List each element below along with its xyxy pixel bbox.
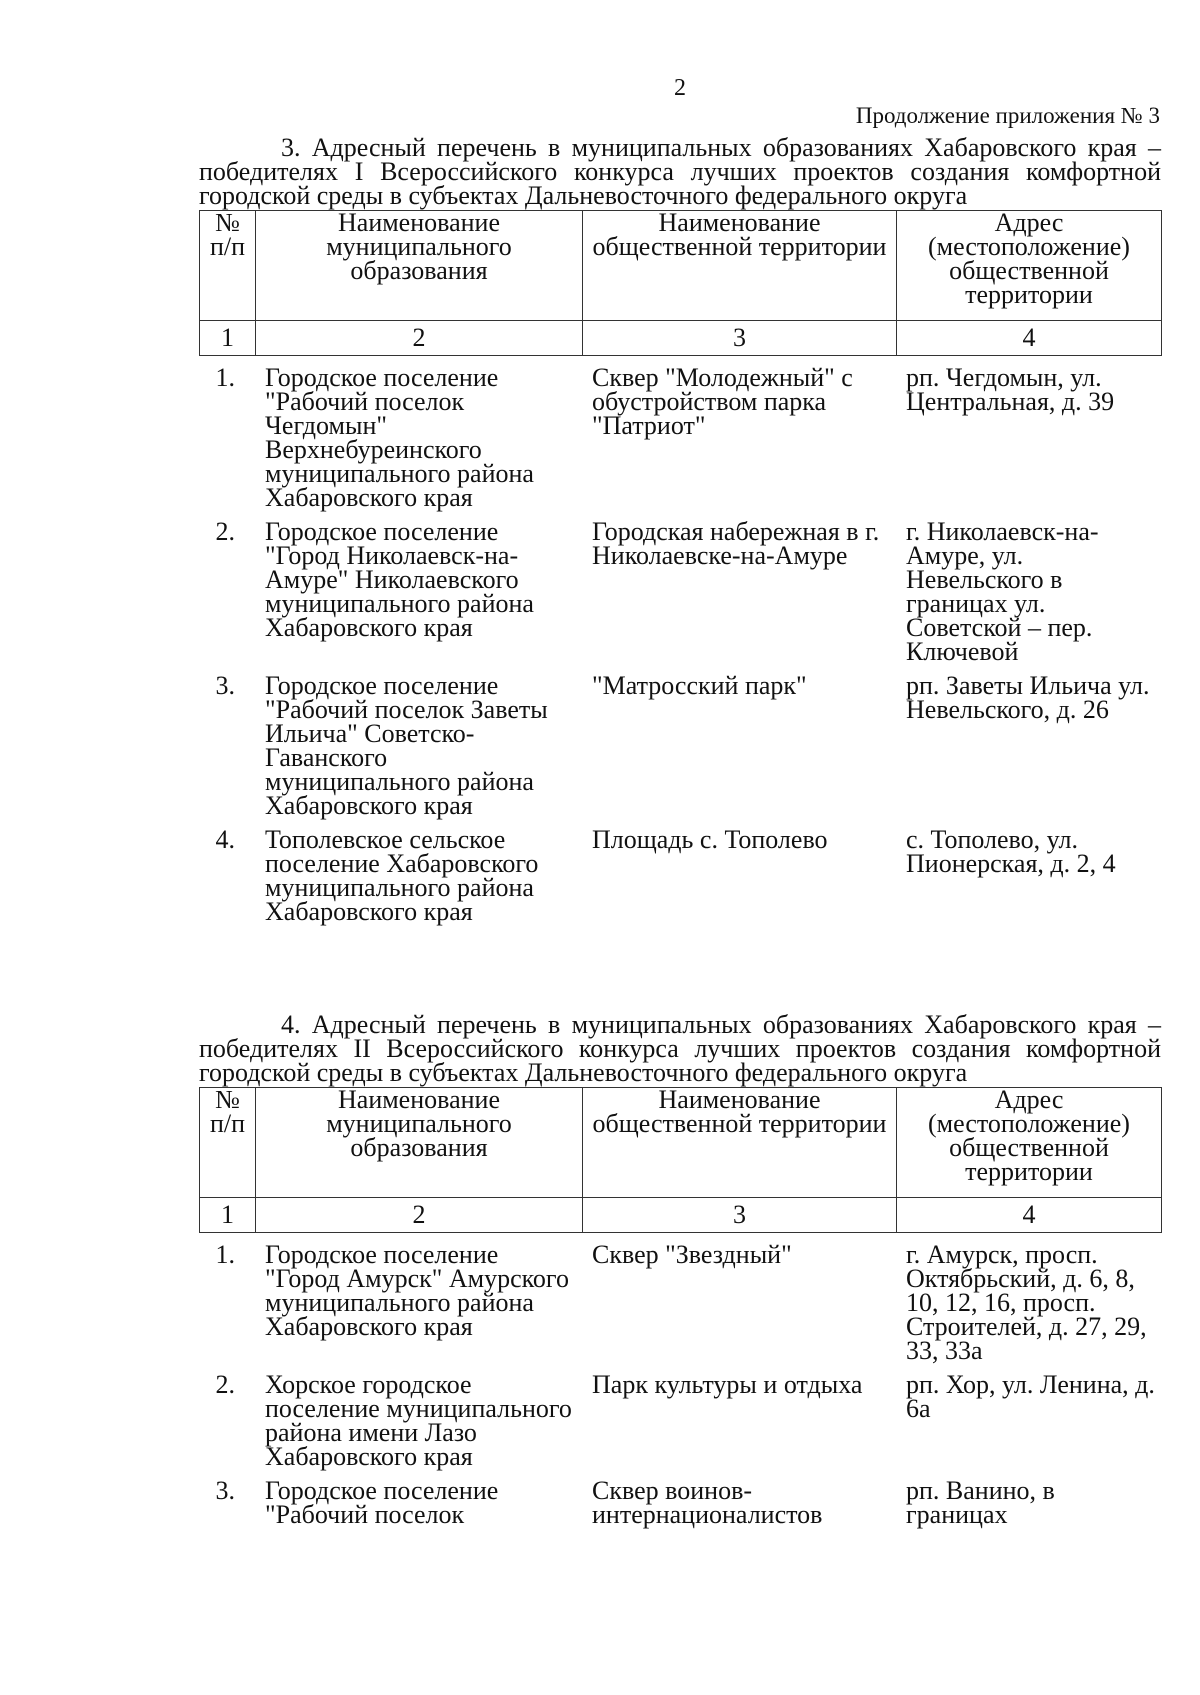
section-3 bbox=[199, 133, 1161, 926]
row-address: рп. Ванино, в границах bbox=[906, 1476, 1055, 1529]
section-4-header-table bbox=[199, 1087, 1162, 1233]
section-3-body-table bbox=[199, 356, 1161, 924]
row-number: 3. bbox=[215, 1476, 235, 1505]
row-address: г. Николаевск-на-Амуре, ул. Невельского в границах ул. Советской – пер. Ключевой bbox=[906, 517, 1099, 666]
column-number: 2 bbox=[256, 1198, 583, 1233]
row-number: 1. bbox=[215, 1240, 235, 1269]
row-address: г. Амурск, просп. Октябрьский, д. 6, 8, 10, 12, 16, просп. Строителей, д. 27, 29, 33, 33а bbox=[906, 1240, 1147, 1365]
section-3-heading bbox=[199, 133, 1161, 210]
row-municipality: Тополевское сельское поселение Хабаровского муниципального района Хабаровского края bbox=[265, 825, 539, 926]
section-4-number: 4. bbox=[281, 1010, 301, 1039]
row-municipality: Городское поселение "Рабочий поселок Заветы Ильича" Советско-Гаванского муниципального района Хабаровского края bbox=[265, 671, 548, 820]
header-no: № п/п bbox=[200, 1088, 256, 1198]
header-address: Адрес (местоположение) общественной территории bbox=[897, 1088, 1162, 1198]
continuation-label: Продолжение приложения № 3 bbox=[855, 103, 1160, 128]
row-territory: Площадь с. Тополево bbox=[592, 825, 828, 854]
row-number: 1. bbox=[215, 363, 235, 392]
section-3-header-table bbox=[199, 210, 1162, 356]
section-4-heading bbox=[199, 1010, 1161, 1087]
table-row bbox=[199, 1469, 1161, 1527]
column-number: 3 bbox=[583, 321, 897, 356]
table-row bbox=[199, 818, 1161, 924]
section-4 bbox=[199, 1010, 1161, 1529]
header-no: № п/п bbox=[200, 211, 256, 321]
column-number: 3 bbox=[583, 1198, 897, 1233]
table-row bbox=[199, 664, 1161, 818]
row-number: 2. bbox=[215, 517, 235, 546]
header-municipality: Наименование муниципального образования bbox=[256, 1088, 583, 1198]
header-territory: Наименование общественной территории bbox=[583, 1088, 897, 1198]
row-address: рп. Чегдомын, ул. Центральная, д. 39 bbox=[906, 363, 1115, 416]
header-address: Адрес (местоположение) общественной территории bbox=[897, 211, 1162, 321]
table-row bbox=[199, 1363, 1161, 1469]
row-territory: Парк культуры и отдыха bbox=[592, 1370, 863, 1399]
column-number: 1 bbox=[200, 321, 256, 356]
row-address: рп. Заветы Ильича ул. Невельского, д. 26 bbox=[906, 671, 1150, 724]
row-municipality: Хорское городское поселение муниципального района имени Лазо Хабаровского края bbox=[265, 1370, 572, 1471]
section-4-title: Адресный перечень в муниципальных образованиях Хабаровского края – победителях II Всероссийского конкурса лучших проектов создания комфортной городской среды в субъектах Дальневосточного федерального округа bbox=[199, 1010, 1161, 1087]
row-number: 2. bbox=[215, 1370, 235, 1399]
row-address: с. Тополево, ул. Пионерская, д. 2, 4 bbox=[906, 825, 1116, 878]
page-number: 2 bbox=[674, 75, 686, 101]
row-territory: Сквер "Звездный" bbox=[592, 1240, 792, 1269]
column-number: 2 bbox=[256, 321, 583, 356]
column-number: 4 bbox=[897, 1198, 1162, 1233]
row-number: 4. bbox=[215, 825, 235, 854]
section-4-body-table bbox=[199, 1233, 1161, 1527]
column-number: 4 bbox=[897, 321, 1162, 356]
table-row bbox=[199, 356, 1161, 510]
row-territory: "Матросский парк" bbox=[592, 671, 807, 700]
header-territory: Наименование общественной территории bbox=[583, 211, 897, 321]
row-municipality: Городское поселение "Город Амурск" Амурского муниципального района Хабаровского края bbox=[265, 1240, 569, 1341]
row-municipality: Городское поселение "Рабочий поселок Чегдомын" Верхнебуреинского муниципального района Хабаровского края bbox=[265, 363, 534, 512]
row-territory: Городская набережная в г. Николаевске-на-Амуре bbox=[592, 517, 880, 570]
row-territory: Сквер воинов-интернационалистов bbox=[592, 1476, 823, 1529]
column-number: 1 bbox=[200, 1198, 256, 1233]
row-address: рп. Хор, ул. Ленина, д. 6а bbox=[906, 1370, 1155, 1423]
table-row bbox=[199, 510, 1161, 664]
row-territory: Сквер "Молодежный" с обустройством парка "Патриот" bbox=[592, 363, 853, 440]
row-municipality: Городское поселение "Рабочий поселок bbox=[265, 1476, 499, 1529]
table-row bbox=[199, 1233, 1161, 1363]
section-3-number: 3. bbox=[281, 133, 301, 162]
section-3-title: Адресный перечень в муниципальных образованиях Хабаровского края – победителях I Всероссийского конкурса лучших проектов создания комфортной городской среды в субъектах Дальневосточного федерального округа bbox=[199, 133, 1161, 210]
header-municipality: Наименование муниципального образования bbox=[256, 211, 583, 321]
row-number: 3. bbox=[215, 671, 235, 700]
row-municipality: Городское поселение "Город Николаевск-на-Амуре" Николаевского муниципального района Хабаровского края bbox=[265, 517, 534, 642]
